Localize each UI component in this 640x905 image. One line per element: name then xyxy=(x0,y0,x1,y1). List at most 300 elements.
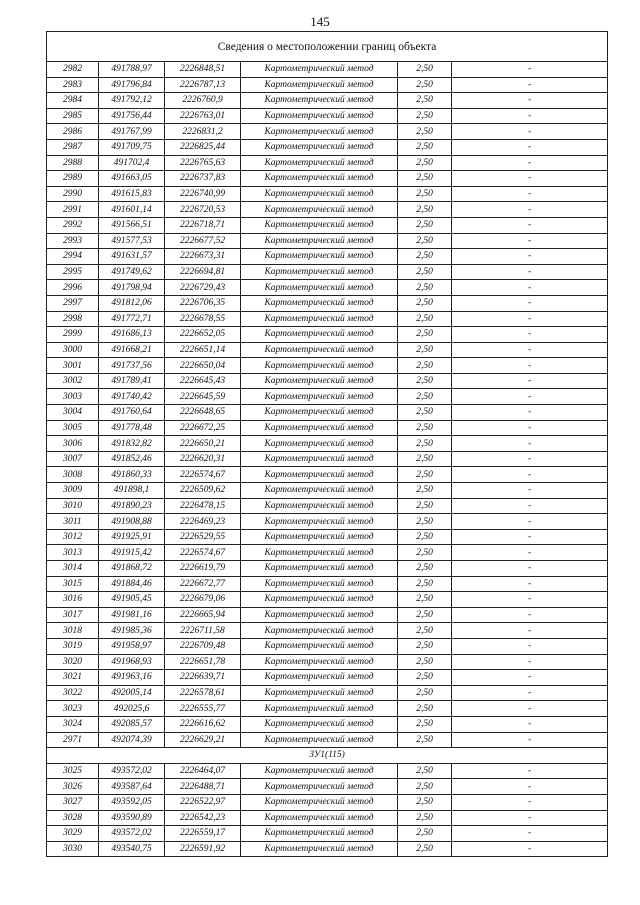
coord-y-cell: 2226620,31 xyxy=(165,451,241,467)
coord-y-cell: 2226848,51 xyxy=(165,62,241,78)
description-cell: - xyxy=(452,420,608,436)
coord-x-cell: 491884,46 xyxy=(99,576,165,592)
table-body xyxy=(47,32,608,857)
description-cell: - xyxy=(452,233,608,249)
coord-y-cell: 2226665,94 xyxy=(165,607,241,623)
table-row xyxy=(47,794,608,810)
method-cell: Картометрический метод xyxy=(241,732,398,748)
precision-cell: 2,50 xyxy=(398,389,452,405)
precision-cell: 2,50 xyxy=(398,264,452,280)
coord-y-cell: 2226574,67 xyxy=(165,545,241,561)
coord-y-cell: 2226578,61 xyxy=(165,685,241,701)
precision-cell: 2,50 xyxy=(398,420,452,436)
coord-y-cell: 2226616,62 xyxy=(165,716,241,732)
coord-y-cell: 2226559,17 xyxy=(165,826,241,842)
method-cell: Картометрический метод xyxy=(241,810,398,826)
table-row xyxy=(47,654,608,670)
coord-y-cell: 2226645,43 xyxy=(165,373,241,389)
point-number-cell: 2998 xyxy=(47,311,99,327)
table-row xyxy=(47,342,608,358)
coord-x-cell: 491668,21 xyxy=(99,342,165,358)
coord-y-cell: 2226464,07 xyxy=(165,763,241,779)
precision-cell: 2,50 xyxy=(398,373,452,389)
point-number-cell: 3012 xyxy=(47,529,99,545)
description-cell: - xyxy=(452,716,608,732)
description-cell: - xyxy=(452,451,608,467)
method-cell: Картометрический метод xyxy=(241,451,398,467)
table-row xyxy=(47,108,608,124)
description-cell: - xyxy=(452,685,608,701)
precision-cell: 2,50 xyxy=(398,467,452,483)
coord-x-cell: 491868,72 xyxy=(99,561,165,577)
table-row xyxy=(47,389,608,405)
description-cell: - xyxy=(452,249,608,265)
description-cell: - xyxy=(452,623,608,639)
point-number-cell: 3024 xyxy=(47,716,99,732)
coord-y-cell: 2226648,65 xyxy=(165,405,241,421)
coord-x-cell: 493540,75 xyxy=(99,841,165,857)
description-cell: - xyxy=(452,358,608,374)
method-cell: Картометрический метод xyxy=(241,561,398,577)
description-cell: - xyxy=(452,124,608,140)
method-cell: Картометрический метод xyxy=(241,139,398,155)
coord-y-cell: 2226522,97 xyxy=(165,794,241,810)
method-cell: Картометрический метод xyxy=(241,202,398,218)
point-number-cell: 3008 xyxy=(47,467,99,483)
description-cell: - xyxy=(452,607,608,623)
point-number-cell: 3023 xyxy=(47,701,99,717)
coord-y-cell: 2226825,44 xyxy=(165,139,241,155)
precision-cell: 2,50 xyxy=(398,763,452,779)
precision-cell: 2,50 xyxy=(398,62,452,78)
description-cell: - xyxy=(452,405,608,421)
description-cell: - xyxy=(452,592,608,608)
coord-y-cell: 2226509,62 xyxy=(165,483,241,499)
coord-y-cell: 2226718,71 xyxy=(165,217,241,233)
point-number-cell: 2992 xyxy=(47,217,99,233)
method-cell: Картометрический метод xyxy=(241,826,398,842)
coord-x-cell: 491860,33 xyxy=(99,467,165,483)
coord-y-cell: 2226677,52 xyxy=(165,233,241,249)
point-number-cell: 3001 xyxy=(47,358,99,374)
method-cell: Картометрический метод xyxy=(241,93,398,109)
table-row xyxy=(47,93,608,109)
table-row xyxy=(47,623,608,639)
method-cell: Картометрический метод xyxy=(241,716,398,732)
coord-x-cell: 491915,42 xyxy=(99,545,165,561)
table-row xyxy=(47,826,608,842)
table-row xyxy=(47,139,608,155)
coord-y-cell: 2226737,83 xyxy=(165,171,241,187)
coord-y-cell: 2226478,15 xyxy=(165,498,241,514)
description-cell: - xyxy=(452,436,608,452)
coord-y-cell: 2226694,81 xyxy=(165,264,241,280)
coord-x-cell: 491812,06 xyxy=(99,295,165,311)
coord-x-cell: 491760,64 xyxy=(99,405,165,421)
coord-x-cell: 491577,53 xyxy=(99,233,165,249)
description-cell: - xyxy=(452,280,608,296)
point-number-cell: 2987 xyxy=(47,139,99,155)
table-row xyxy=(47,545,608,561)
precision-cell: 2,50 xyxy=(398,654,452,670)
description-cell: - xyxy=(452,62,608,78)
coord-x-cell: 493592,05 xyxy=(99,794,165,810)
coord-x-cell: 491925,91 xyxy=(99,529,165,545)
precision-cell: 2,50 xyxy=(398,451,452,467)
coord-y-cell: 2226672,77 xyxy=(165,576,241,592)
coord-x-cell: 491749,62 xyxy=(99,264,165,280)
precision-cell: 2,50 xyxy=(398,233,452,249)
method-cell: Картометрический метод xyxy=(241,77,398,93)
point-number-cell: 3005 xyxy=(47,420,99,436)
coord-x-cell: 491963,16 xyxy=(99,670,165,686)
table-title: Сведения о местоположении границ объекта xyxy=(47,32,608,62)
coord-y-cell: 2226650,21 xyxy=(165,436,241,452)
precision-cell: 2,50 xyxy=(398,810,452,826)
point-number-cell: 2971 xyxy=(47,732,99,748)
coord-y-cell: 2226529,55 xyxy=(165,529,241,545)
precision-cell: 2,50 xyxy=(398,327,452,343)
coord-x-cell: 491788,97 xyxy=(99,62,165,78)
coord-y-cell: 2226469,23 xyxy=(165,514,241,530)
point-number-cell: 3006 xyxy=(47,436,99,452)
method-cell: Картометрический метод xyxy=(241,529,398,545)
table-row xyxy=(47,779,608,795)
precision-cell: 2,50 xyxy=(398,436,452,452)
coord-y-cell: 2226555,77 xyxy=(165,701,241,717)
table-row xyxy=(47,280,608,296)
table-row xyxy=(47,327,608,343)
precision-cell: 2,50 xyxy=(398,529,452,545)
point-number-cell: 2996 xyxy=(47,280,99,296)
coord-y-cell: 2226542,23 xyxy=(165,810,241,826)
point-number-cell: 3022 xyxy=(47,685,99,701)
method-cell: Картометрический метод xyxy=(241,654,398,670)
point-number-cell: 2995 xyxy=(47,264,99,280)
table-row xyxy=(47,311,608,327)
point-number-cell: 2984 xyxy=(47,93,99,109)
description-cell: - xyxy=(452,763,608,779)
coord-x-cell: 491852,46 xyxy=(99,451,165,467)
coord-x-cell: 491789,41 xyxy=(99,373,165,389)
coord-y-cell: 2226650,04 xyxy=(165,358,241,374)
description-cell: - xyxy=(452,108,608,124)
point-number-cell: 3015 xyxy=(47,576,99,592)
method-cell: Картометрический метод xyxy=(241,592,398,608)
coord-y-cell: 2226787,13 xyxy=(165,77,241,93)
coord-y-cell: 2226619,79 xyxy=(165,561,241,577)
method-cell: Картометрический метод xyxy=(241,389,398,405)
method-cell: Картометрический метод xyxy=(241,249,398,265)
description-cell: - xyxy=(452,654,608,670)
description-cell: - xyxy=(452,638,608,654)
precision-cell: 2,50 xyxy=(398,826,452,842)
precision-cell: 2,50 xyxy=(398,841,452,857)
description-cell: - xyxy=(452,483,608,499)
precision-cell: 2,50 xyxy=(398,186,452,202)
point-number-cell: 2997 xyxy=(47,295,99,311)
point-number-cell: 3026 xyxy=(47,779,99,795)
table-row xyxy=(47,467,608,483)
method-cell: Картометрический метод xyxy=(241,295,398,311)
method-cell: Картометрический метод xyxy=(241,233,398,249)
table-row xyxy=(47,841,608,857)
precision-cell: 2,50 xyxy=(398,670,452,686)
table-row xyxy=(47,373,608,389)
coord-x-cell: 492074,39 xyxy=(99,732,165,748)
coord-x-cell: 491767,99 xyxy=(99,124,165,140)
precision-cell: 2,50 xyxy=(398,249,452,265)
precision-cell: 2,50 xyxy=(398,202,452,218)
precision-cell: 2,50 xyxy=(398,701,452,717)
precision-cell: 2,50 xyxy=(398,732,452,748)
description-cell: - xyxy=(452,561,608,577)
method-cell: Картометрический метод xyxy=(241,373,398,389)
coord-y-cell: 2226740,99 xyxy=(165,186,241,202)
description-cell: - xyxy=(452,155,608,171)
description-cell: - xyxy=(452,217,608,233)
precision-cell: 2,50 xyxy=(398,498,452,514)
coord-y-cell: 2226652,05 xyxy=(165,327,241,343)
coord-y-cell: 2226488,71 xyxy=(165,779,241,795)
point-number-cell: 3004 xyxy=(47,405,99,421)
table-row xyxy=(47,576,608,592)
coord-y-cell: 2226574,67 xyxy=(165,467,241,483)
table-row xyxy=(47,716,608,732)
point-number-cell: 3011 xyxy=(47,514,99,530)
table-row xyxy=(47,732,608,748)
table-row xyxy=(47,233,608,249)
description-cell: - xyxy=(452,514,608,530)
method-cell: Картометрический метод xyxy=(241,514,398,530)
precision-cell: 2,50 xyxy=(398,716,452,732)
point-number-cell: 2999 xyxy=(47,327,99,343)
method-cell: Картометрический метод xyxy=(241,280,398,296)
method-cell: Картометрический метод xyxy=(241,498,398,514)
coord-x-cell: 491756,44 xyxy=(99,108,165,124)
precision-cell: 2,50 xyxy=(398,779,452,795)
coord-x-cell: 491985,36 xyxy=(99,623,165,639)
table-row xyxy=(47,264,608,280)
precision-cell: 2,50 xyxy=(398,576,452,592)
method-cell: Картометрический метод xyxy=(241,420,398,436)
coord-y-cell: 2226765,63 xyxy=(165,155,241,171)
precision-cell: 2,50 xyxy=(398,77,452,93)
point-number-cell: 2988 xyxy=(47,155,99,171)
table-row xyxy=(47,124,608,140)
point-number-cell: 3019 xyxy=(47,638,99,654)
method-cell: Картометрический метод xyxy=(241,311,398,327)
precision-cell: 2,50 xyxy=(398,124,452,140)
method-cell: Картометрический метод xyxy=(241,342,398,358)
precision-cell: 2,50 xyxy=(398,155,452,171)
method-cell: Картометрический метод xyxy=(241,62,398,78)
coord-y-cell: 2226831,2 xyxy=(165,124,241,140)
method-cell: Картометрический метод xyxy=(241,108,398,124)
point-number-cell: 3000 xyxy=(47,342,99,358)
point-number-cell: 3010 xyxy=(47,498,99,514)
coord-y-cell: 2226720,53 xyxy=(165,202,241,218)
precision-cell: 2,50 xyxy=(398,358,452,374)
coord-y-cell: 2226763,01 xyxy=(165,108,241,124)
coord-x-cell: 491686,13 xyxy=(99,327,165,343)
section-row xyxy=(47,748,608,764)
coord-y-cell: 2226711,58 xyxy=(165,623,241,639)
method-cell: Картометрический метод xyxy=(241,763,398,779)
table-row xyxy=(47,561,608,577)
description-cell: - xyxy=(452,93,608,109)
table-row xyxy=(47,202,608,218)
point-number-cell: 2983 xyxy=(47,77,99,93)
table-row xyxy=(47,685,608,701)
coord-x-cell: 492085,57 xyxy=(99,716,165,732)
table-title-row xyxy=(47,32,608,62)
coord-y-cell: 2226679,06 xyxy=(165,592,241,608)
coord-x-cell: 491958,97 xyxy=(99,638,165,654)
precision-cell: 2,50 xyxy=(398,685,452,701)
coord-x-cell: 491778,48 xyxy=(99,420,165,436)
method-cell: Картометрический метод xyxy=(241,327,398,343)
description-cell: - xyxy=(452,576,608,592)
coord-x-cell: 491968,93 xyxy=(99,654,165,670)
point-number-cell: 3014 xyxy=(47,561,99,577)
point-number-cell: 2991 xyxy=(47,202,99,218)
point-number-cell: 3013 xyxy=(47,545,99,561)
coord-y-cell: 2226678,55 xyxy=(165,311,241,327)
table-row xyxy=(47,763,608,779)
coord-y-cell: 2226673,31 xyxy=(165,249,241,265)
point-number-cell: 3016 xyxy=(47,592,99,608)
point-number-cell: 3030 xyxy=(47,841,99,857)
method-cell: Картометрический метод xyxy=(241,483,398,499)
point-number-cell: 3020 xyxy=(47,654,99,670)
method-cell: Картометрический метод xyxy=(241,794,398,810)
description-cell: - xyxy=(452,732,608,748)
method-cell: Картометрический метод xyxy=(241,217,398,233)
description-cell: - xyxy=(452,264,608,280)
point-number-cell: 3009 xyxy=(47,483,99,499)
coord-y-cell: 2226706,35 xyxy=(165,295,241,311)
point-number-cell: 3017 xyxy=(47,607,99,623)
description-cell: - xyxy=(452,826,608,842)
precision-cell: 2,50 xyxy=(398,217,452,233)
method-cell: Картометрический метод xyxy=(241,607,398,623)
precision-cell: 2,50 xyxy=(398,139,452,155)
description-cell: - xyxy=(452,139,608,155)
description-cell: - xyxy=(452,327,608,343)
table-row xyxy=(47,638,608,654)
table-row xyxy=(47,295,608,311)
method-cell: Картометрический метод xyxy=(241,576,398,592)
coord-x-cell: 493590,89 xyxy=(99,810,165,826)
coord-x-cell: 491709,75 xyxy=(99,139,165,155)
table-row xyxy=(47,171,608,187)
point-number-cell: 3021 xyxy=(47,670,99,686)
precision-cell: 2,50 xyxy=(398,607,452,623)
precision-cell: 2,50 xyxy=(398,623,452,639)
description-cell: - xyxy=(452,202,608,218)
table-row xyxy=(47,77,608,93)
point-number-cell: 2994 xyxy=(47,249,99,265)
table-row xyxy=(47,529,608,545)
coord-x-cell: 491832,82 xyxy=(99,436,165,452)
table-row xyxy=(47,420,608,436)
table-row xyxy=(47,249,608,265)
table-row xyxy=(47,607,608,623)
boundary-table xyxy=(46,31,608,857)
description-cell: - xyxy=(452,841,608,857)
table-row xyxy=(47,155,608,171)
method-cell: Картометрический метод xyxy=(241,670,398,686)
precision-cell: 2,50 xyxy=(398,794,452,810)
coord-x-cell: 491601,14 xyxy=(99,202,165,218)
coord-x-cell: 491702,4 xyxy=(99,155,165,171)
precision-cell: 2,50 xyxy=(398,171,452,187)
precision-cell: 2,50 xyxy=(398,405,452,421)
coord-x-cell: 491905,45 xyxy=(99,592,165,608)
precision-cell: 2,50 xyxy=(398,545,452,561)
point-number-cell: 3029 xyxy=(47,826,99,842)
precision-cell: 2,50 xyxy=(398,280,452,296)
table-row xyxy=(47,810,608,826)
method-cell: Картометрический метод xyxy=(241,124,398,140)
point-number-cell: 3025 xyxy=(47,763,99,779)
coord-y-cell: 2226639,71 xyxy=(165,670,241,686)
coord-x-cell: 491566,51 xyxy=(99,217,165,233)
description-cell: - xyxy=(452,342,608,358)
method-cell: Картометрический метод xyxy=(241,186,398,202)
coord-x-cell: 491898,1 xyxy=(99,483,165,499)
coord-y-cell: 2226651,78 xyxy=(165,654,241,670)
point-number-cell: 2993 xyxy=(47,233,99,249)
method-cell: Картометрический метод xyxy=(241,545,398,561)
point-number-cell: 3007 xyxy=(47,451,99,467)
description-cell: - xyxy=(452,311,608,327)
table-row xyxy=(47,592,608,608)
coord-x-cell: 491890,23 xyxy=(99,498,165,514)
description-cell: - xyxy=(452,545,608,561)
coord-x-cell: 491981,16 xyxy=(99,607,165,623)
precision-cell: 2,50 xyxy=(398,108,452,124)
coord-x-cell: 493572,02 xyxy=(99,826,165,842)
point-number-cell: 3028 xyxy=(47,810,99,826)
table-row xyxy=(47,514,608,530)
coord-x-cell: 492025,6 xyxy=(99,701,165,717)
precision-cell: 2,50 xyxy=(398,561,452,577)
method-cell: Картометрический метод xyxy=(241,623,398,639)
coord-x-cell: 491631,57 xyxy=(99,249,165,265)
coord-y-cell: 2226629,21 xyxy=(165,732,241,748)
description-cell: - xyxy=(452,467,608,483)
coord-x-cell: 491796,84 xyxy=(99,77,165,93)
method-cell: Картометрический метод xyxy=(241,155,398,171)
description-cell: - xyxy=(452,389,608,405)
precision-cell: 2,50 xyxy=(398,514,452,530)
coord-x-cell: 491798,94 xyxy=(99,280,165,296)
method-cell: Картометрический метод xyxy=(241,405,398,421)
point-number-cell: 2986 xyxy=(47,124,99,140)
description-cell: - xyxy=(452,295,608,311)
table-row xyxy=(47,436,608,452)
point-number-cell: 3027 xyxy=(47,794,99,810)
method-cell: Картометрический метод xyxy=(241,638,398,654)
point-number-cell: 3018 xyxy=(47,623,99,639)
description-cell: - xyxy=(452,701,608,717)
coord-x-cell: 491792,12 xyxy=(99,93,165,109)
description-cell: - xyxy=(452,670,608,686)
precision-cell: 2,50 xyxy=(398,93,452,109)
description-cell: - xyxy=(452,779,608,795)
